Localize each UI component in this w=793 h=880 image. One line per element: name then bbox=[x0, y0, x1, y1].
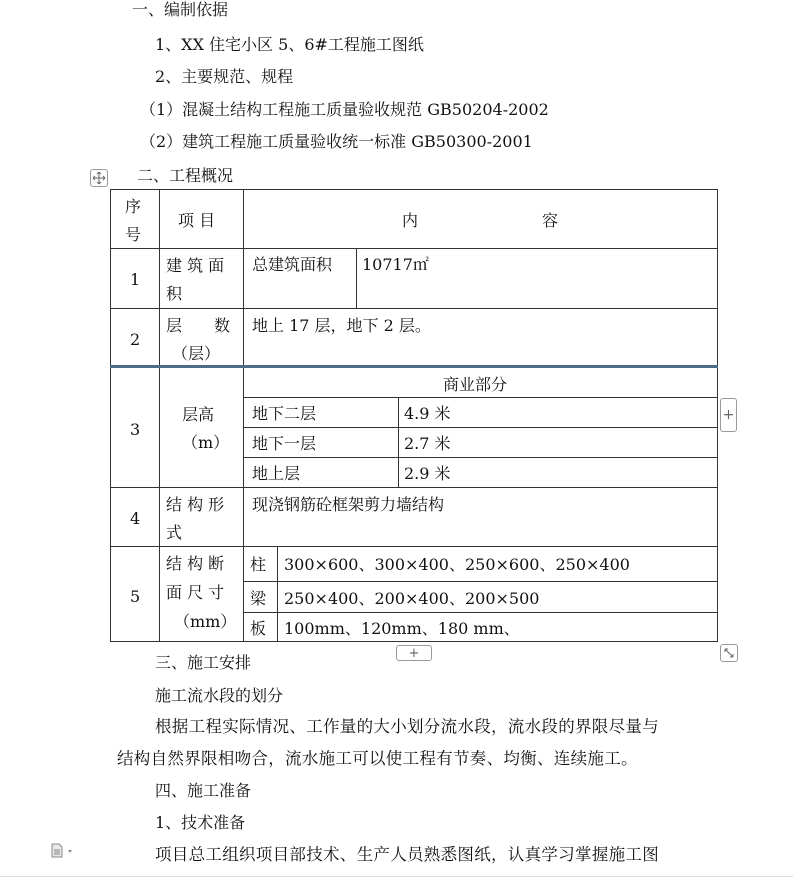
row-divider bbox=[110, 546, 718, 547]
floor-name: 地上层 bbox=[252, 464, 301, 483]
move-icon bbox=[92, 171, 106, 185]
document-icon bbox=[50, 843, 78, 859]
floor-name: 地下一层 bbox=[252, 434, 317, 453]
paragraph-line: 项目总工组织项目部技术、生产人员熟悉图纸，认真学习掌握施工图 bbox=[155, 845, 659, 864]
row-divider bbox=[110, 308, 718, 309]
plus-icon: + bbox=[722, 407, 735, 423]
part-value: 100mm、120mm、180 mm、 bbox=[284, 619, 520, 638]
paragraph-line: 根据工程实际情况、工作量的大小划分流水段，流水段的界限尽量与 bbox=[155, 717, 659, 736]
part-value: 300×600、300×400、250×600、250×400 bbox=[284, 555, 630, 574]
row-seq: 1 bbox=[130, 270, 141, 289]
list-item: 1、XX 住宅小区 5、6#工程施工图纸 bbox=[155, 35, 424, 54]
paragraph-options-button[interactable] bbox=[50, 843, 78, 859]
row-value: 现浇钢筋砼框架剪力墙结构 bbox=[252, 495, 445, 514]
subheading: 施工流水段的划分 bbox=[155, 686, 284, 705]
header-content: 容 bbox=[542, 211, 559, 230]
resize-icon bbox=[723, 647, 735, 659]
row-item: 建 筑 面 bbox=[166, 256, 225, 275]
add-column-button[interactable] bbox=[720, 398, 737, 432]
heading-1: 一、编制依据 bbox=[132, 0, 229, 19]
subheading: 1、技术准备 bbox=[155, 813, 246, 832]
row-divider bbox=[110, 248, 718, 249]
row-item: 层 数 bbox=[166, 316, 231, 335]
heading-2: 二、工程概况 bbox=[137, 166, 234, 185]
plus-icon: + bbox=[408, 645, 420, 661]
header-seq: 序 bbox=[125, 197, 142, 216]
part-name: 柱 bbox=[250, 555, 267, 574]
col-divider bbox=[243, 189, 244, 642]
row-item: 积 bbox=[166, 284, 183, 303]
row-value: 10717㎡ bbox=[362, 255, 429, 274]
floor-height: 2.7 米 bbox=[404, 434, 451, 453]
row-seq: 3 bbox=[130, 420, 141, 439]
header-seq: 号 bbox=[125, 225, 142, 244]
row-item: 结 构 形 bbox=[166, 495, 225, 514]
row-divider bbox=[243, 581, 718, 582]
paragraph-line: 结构自然界限相吻合，流水施工可以使工程有节奏、均衡、连续施工。 bbox=[117, 749, 638, 768]
floor-height: 2.9 米 bbox=[404, 464, 451, 483]
floor-height: 4.9 米 bbox=[404, 404, 451, 423]
row-item: 式 bbox=[166, 523, 183, 542]
row-seq: 2 bbox=[130, 330, 141, 349]
part-value: 250×400、200×400、200×500 bbox=[284, 589, 540, 608]
row-item: （m） bbox=[182, 433, 230, 452]
row-group: 商业部分 bbox=[443, 375, 508, 394]
row-item: （层） bbox=[172, 344, 221, 363]
col-divider bbox=[277, 547, 278, 642]
row-value: 地上 17 层，地下 2 层。 bbox=[252, 316, 431, 335]
project-overview-table bbox=[110, 189, 718, 642]
floor-name: 地下二层 bbox=[252, 404, 317, 423]
row-item: 层高 bbox=[182, 405, 215, 424]
row-label: 总建筑面积 bbox=[252, 255, 333, 274]
row-seq: 4 bbox=[130, 509, 141, 528]
add-row-button[interactable] bbox=[396, 645, 432, 661]
page-edge bbox=[0, 876, 793, 877]
header-content: 内 bbox=[402, 211, 419, 230]
list-item: （2）建筑工程施工质量验收统一标准 GB50300-2001 bbox=[140, 132, 533, 151]
header-item: 项 目 bbox=[178, 211, 216, 230]
col-divider bbox=[398, 397, 399, 487]
row-item: （mm） bbox=[174, 612, 237, 631]
heading-4: 四、施工准备 bbox=[155, 781, 252, 800]
row-seq: 5 bbox=[130, 587, 141, 606]
part-name: 板 bbox=[250, 619, 267, 638]
table-move-handle[interactable] bbox=[90, 169, 108, 187]
heading-3: 三、施工安排 bbox=[155, 653, 252, 672]
list-item: 2、主要规范、规程 bbox=[155, 67, 294, 86]
col-divider bbox=[159, 189, 160, 642]
list-item: （1）混凝土结构工程施工质量验收规范 GB50204-2002 bbox=[140, 100, 549, 119]
part-name: 梁 bbox=[250, 589, 267, 608]
col-divider bbox=[356, 249, 357, 309]
table-resize-handle[interactable] bbox=[720, 644, 738, 662]
row-item: 面 尺 寸 bbox=[166, 583, 225, 602]
row-item: 结 构 断 bbox=[166, 554, 225, 573]
